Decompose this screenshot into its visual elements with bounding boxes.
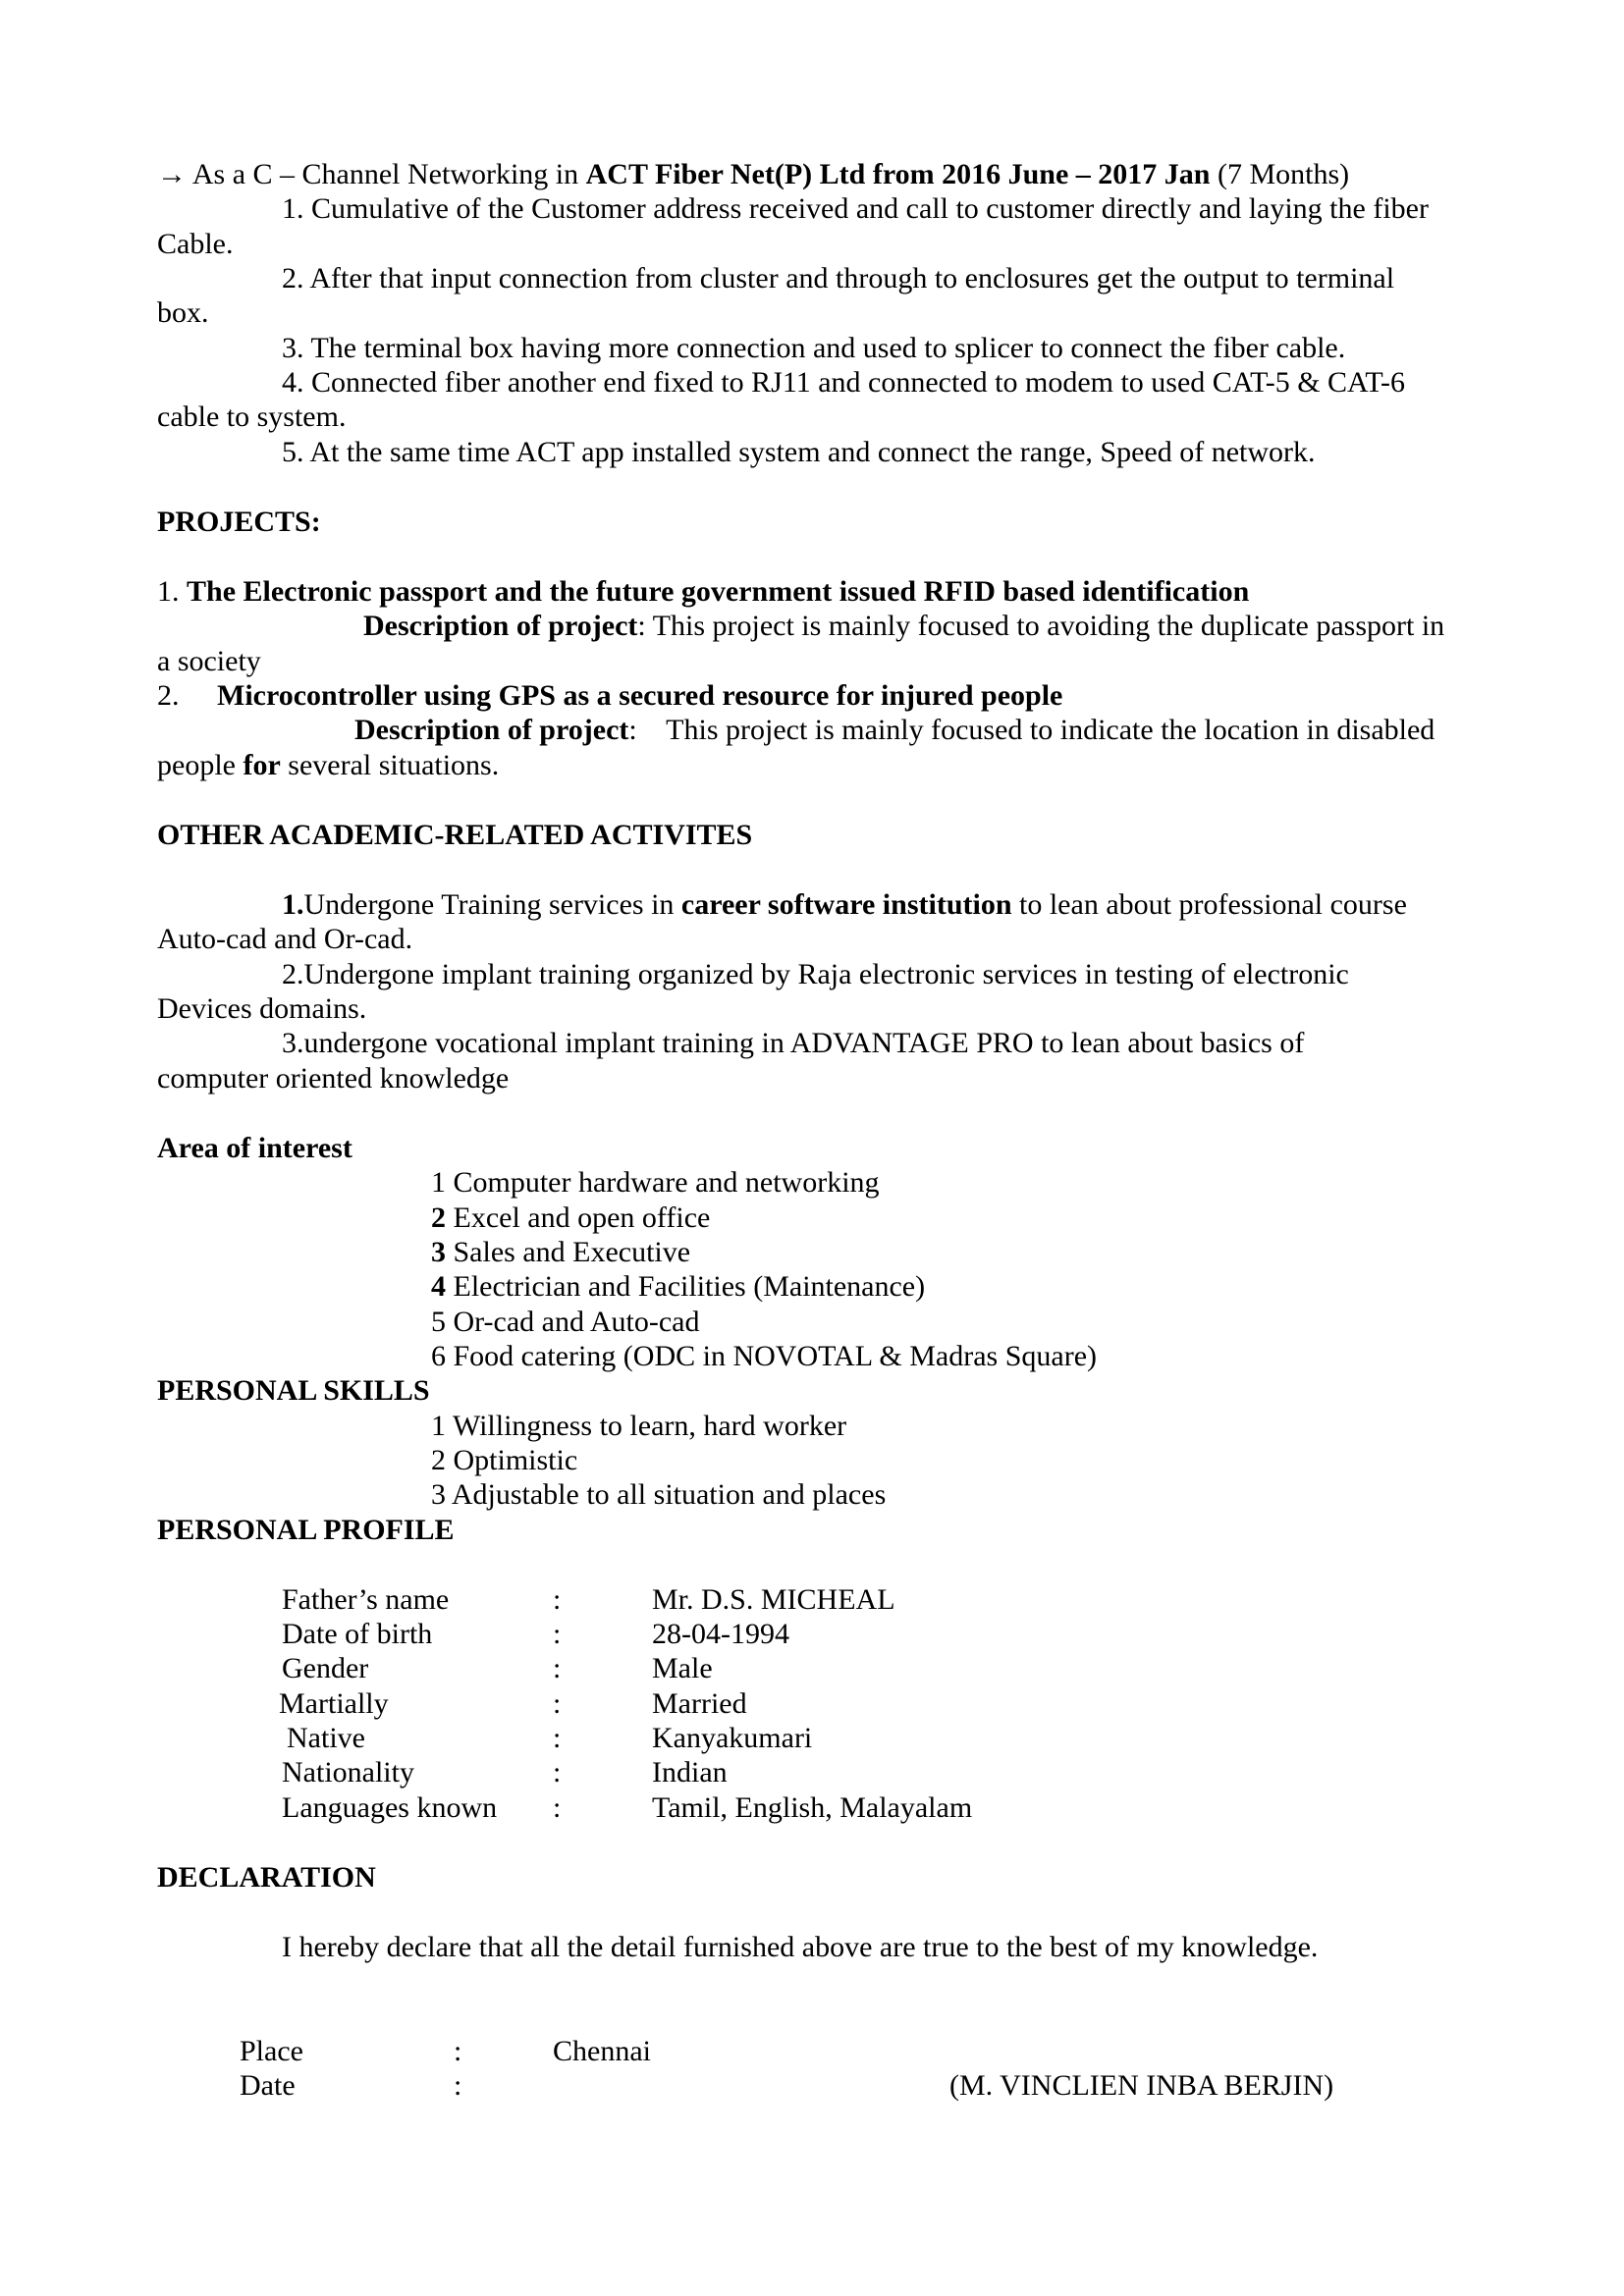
experience-item: 2. After that input connection from cluster and through to enclosures get the output to terminal (282, 262, 1395, 294)
place-value: Chennai (553, 2035, 651, 2067)
skill-item: 3 Adjustable to all situation and places (431, 1478, 887, 1511)
profile-separator: : (553, 1722, 562, 1754)
date-label: Date (240, 2069, 296, 2102)
arrow-icon: → (157, 158, 187, 190)
experience-item-cont: Cable. (157, 228, 234, 260)
experience-item: 5. At the same time ACT app installed system and connect the range, Speed of network. (282, 436, 1316, 468)
skills-heading: PERSONAL SKILLS (157, 1374, 430, 1407)
project-title: Microcontroller using GPS as a secured resource for injured people (217, 679, 1063, 712)
experience-item-cont: cable to system. (157, 400, 347, 433)
experience-intro: → As a C – Channel Networking in ACT Fiber Net(P) Ltd from 2016 June – 2017 Jan (7 Months) (157, 158, 1350, 190)
skill-item: 2 Optimistic (431, 1444, 578, 1476)
interest-item: 6 Food catering (ODC in NOVOTAL & Madras Square) (431, 1340, 1098, 1372)
project-title: 1. The Electronic passport and the future government issued RFID based identification (157, 575, 1250, 608)
declaration-heading: DECLARATION (157, 1861, 376, 1894)
profile-label: Languages known (282, 1791, 498, 1824)
interest-item: 2 Excel and open office (431, 1201, 711, 1234)
project-description-cont: a society (157, 645, 261, 677)
skill-item: 1 Willingness to learn, hard worker (431, 1410, 847, 1442)
profile-value: Kanyakumari (652, 1722, 813, 1754)
interests-heading: Area of interest (157, 1132, 352, 1164)
profile-value: 28-04-1994 (652, 1618, 789, 1650)
profile-label: Nationality (282, 1756, 414, 1789)
project-description: Description of project: This project is mainly focused to avoiding the duplicate passport in (363, 610, 1445, 642)
profile-value: Tamil, English, Malayalam (652, 1791, 973, 1824)
project-num: 2. (157, 679, 180, 712)
profile-separator: : (553, 1618, 562, 1650)
declaration-text: I hereby declare that all the detail furnished above are true to the best of my knowledge. (282, 1931, 1319, 1963)
place-label: Place (240, 2035, 303, 2067)
profile-label: Martially (279, 1687, 389, 1720)
experience-item-cont: box. (157, 296, 209, 329)
interest-item: 4 Electrician and Facilities (Maintenance) (431, 1270, 926, 1303)
academic-item: 2.Undergone implant training organized by Raja electronic services in testing of electronic (282, 958, 1349, 990)
profile-separator: : (553, 1652, 562, 1684)
academic-item-cont: Devices domains. (157, 992, 367, 1025)
profile-value: Male (652, 1652, 713, 1684)
academic-item-cont: Auto-cad and Or-cad. (157, 923, 413, 955)
profile-separator: : (553, 1583, 562, 1616)
signature-name: (M. VINCLIEN INBA BERJIN) (949, 2069, 1334, 2102)
profile-label: Native (287, 1722, 365, 1754)
profile-value: Indian (652, 1756, 728, 1789)
project-description: Description of project: This project is mainly focused to indicate the location in disabled (354, 714, 1435, 746)
profile-label: Father’s name (282, 1583, 450, 1616)
projects-heading: PROJECTS: (157, 506, 321, 538)
academic-heading: OTHER ACADEMIC-RELATED ACTIVITES (157, 819, 753, 851)
profile-separator: : (553, 1687, 562, 1720)
experience-item: 4. Connected fiber another end fixed to RJ11 and connected to modem to used CAT-5 & CAT-6 (282, 366, 1405, 399)
profile-separator: : (553, 1756, 562, 1789)
interest-item: 1 Computer hardware and networking (431, 1166, 880, 1199)
profile-separator: : (553, 1791, 562, 1824)
profile-heading: PERSONAL PROFILE (157, 1514, 455, 1546)
place-separator: : (454, 2035, 462, 2067)
academic-item: 1.Undergone Training services in career software institution to lean about professional course (282, 888, 1407, 921)
date-separator: : (454, 2069, 462, 2102)
profile-label: Gender (282, 1652, 369, 1684)
experience-item: 1. Cumulative of the Customer address received and call to customer directly and laying the fiber (282, 192, 1429, 225)
interest-item: 3 Sales and Executive (431, 1236, 691, 1268)
academic-item: 3.undergone vocational implant training in ADVANTAGE PRO to lean about basics of (282, 1027, 1305, 1059)
academic-item-cont: computer oriented knowledge (157, 1062, 510, 1095)
profile-value: Married (652, 1687, 747, 1720)
profile-value: Mr. D.S. MICHEAL (652, 1583, 895, 1616)
experience-item: 3. The terminal box having more connection and used to splicer to connect the fiber cable. (282, 332, 1346, 364)
profile-label: Date of birth (282, 1618, 433, 1650)
project-description-cont: people for several situations. (157, 749, 500, 781)
interest-item: 5 Or-cad and Auto-cad (431, 1306, 700, 1338)
